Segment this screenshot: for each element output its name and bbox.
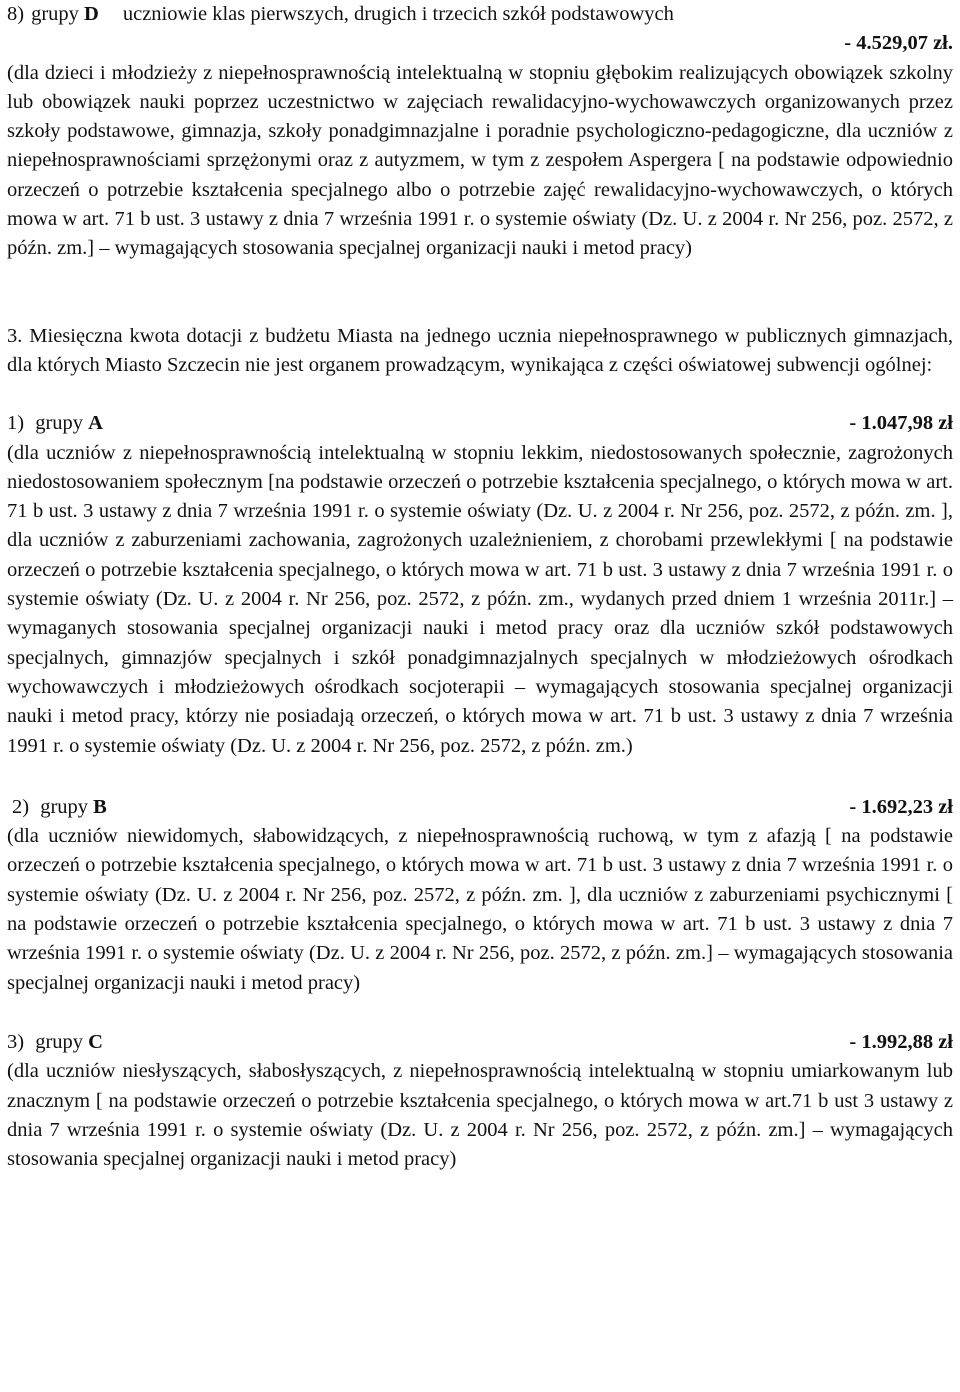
group-letter: D [84,3,99,25]
group-c-heading [7,1028,953,1057]
item-number: 3) [7,1030,25,1053]
group-c-body: (dla uczniów niesłyszących, słabosłyszących, z niepełnosprawnością intelektualną w stopniu umiarkowanym lub znacznym [ na podstawie orzeczeń o potrzebie kształcenia specjalnego, o których mowa w art.71 b ust 3 ustawy z dnia 7 września 1991 r. o systemie oświaty (Dz. U. z 2004 r. Nr 256, poz. 2572, z późn. zm.] – wymagających stosowania specjalnej organizacji nauki i metod pracy) [7,1060,953,1171]
group-label [31,0,99,29]
group-word: grupy [31,3,79,25]
item-number: 1) [7,412,25,435]
document-page [7,0,953,1174]
group-a-body: (dla uczniów z niepełnosprawnością intelektualną w stopniu lekkim, niedostosowanych społecznie, zagrożonych niedostosowaniem społecznym [na podstawie orzeczeń o potrzebie kształcenia specjalnego, o których mowa w art. 71 b ust. 3 ustawy z dnia 7 września 1991 r. o systemie oświaty (Dz. U. z 2004 r. Nr 256, poz. 2572, z późn. zm. ], dla uczniów z zaburzeniami zachowania, zagrożonych uzależnieniem, z chorobami przewlekłymi [ na podstawie orzeczeń o potrzebie kształcenia specjalnego, o których mowa w art. 71 b ust. 3 ustawy z dnia 7 września 1991 r. o systemie oświaty (Dz. U. z 2004 r. Nr 256, poz. 2572, z późn. zm., wydanych przed dniem 1 września 2011r.] – wymaganych stosowania specjalnej organizacji nauki i metod pracy oraz dla uczniów szkół podstawowych specjalnych, gimnazjów specjalnych i szkół ponadgimnazjalnych specjalnych w młodzieżowych ośrodkach wychowawczych i młodzieżowych ośrodkach socjoterapii – wymagających stosowania specjalnej organizacji nauki i metod pracy, którzy nie posiadają orzeczeń, o których mowa w art. 71 b ust. 3 ustawy z dnia 7 września 1991 r. o systemie oświaty (Dz. U. z 2004 r. Nr 256, poz. 2572, z późn. zm.) [7,441,953,757]
group-word: grupy [35,412,84,435]
group-letter: B [93,795,107,818]
group-b-amount: - 1.692,23 zł [849,795,953,818]
group-word: grupy [35,1030,84,1053]
group-a-heading [7,409,953,438]
group-label [7,1028,103,1057]
group-b-heading [7,793,953,822]
group-d-amount: - 4.529,07 zł. [844,32,953,55]
group-label [7,793,107,822]
group-b-body: (dla uczniów niewidomych, słabowidzących, z niepełnosprawnością ruchową, w tym z afazją [ na podstawie orzeczeń o potrzebie kształcenia specjalnego, o których mowa w art. 71 b ust. 3 ustawy z dnia 7 września 1991 r. o systemie oświaty (Dz. U. z 2004 r. Nr 256, poz. 2572, z późn. zm. ], dla uczniów z zaburzeniami psychicznymi [ na podstawie orzeczeń o potrzebie kształcenia specjalnego, o których mowa w art. 71 b ust. 3 ustawy z dnia 7 września 1991 r. o systemie oświaty (Dz. U. z 2004 r. Nr 256, poz. 2572, z późn. zm.] – wymagających stosowania specjalnej organizacji nauki i metod pracy) [7,825,953,994]
group-letter: C [88,1030,103,1053]
group-label [7,409,103,438]
group-word: grupy [40,795,89,818]
item-number: 2) [12,795,30,818]
group-description: uczniowie klas pierwszych, drugich i trzecich szkół podstawowych [122,3,674,25]
section-3-intro: 3. Miesięczna kwota dotacji z budżetu Miasta na jednego ucznia niepełnosprawnego w publicznych gimnazjach, dla których Miasto Szczecin nie jest organem prowadzącym, wynikająca z części oświatowej subwencji ogólnej: [7,324,953,376]
group-d-body: (dla dzieci i młodzieży z niepełnosprawnością intelektualną w stopniu głębokim realizujących obowiązek szkolny lub obowiązek nauki poprzez uczestnictwo w zajęciach rewalidacyjno-wychowawczych organizowanych przez szkoły podstawowe, gimnazja, szkoły ponadgimnazjalne i poradnie psychologiczno-pedagogiczne, dla uczniów z niepełnosprawnościami sprzężonymi oraz z autyzmem, w tym z zespołem Aspergera [ na podstawie odpowiednio orzeczeń o potrzebie kształcenia specjalnego albo o potrzebie zajęć rewalidacyjno-wychowawczych, o których mowa w art. 71 b ust. 3 ustawy z dnia 7 września 1991 r. o systemie oświaty (Dz. U. z 2004 r. Nr 256, poz. 2572, z późn. zm.] – wymagających stosowania specjalnej organizacji nauki i metod pracy) [7,61,953,260]
item-number: 8) [7,3,25,25]
group-a-amount: - 1.047,98 zł [849,412,953,435]
group-letter: A [88,412,103,435]
group-c-amount: - 1.992,88 zł [849,1030,953,1053]
group-d-heading [7,0,953,29]
